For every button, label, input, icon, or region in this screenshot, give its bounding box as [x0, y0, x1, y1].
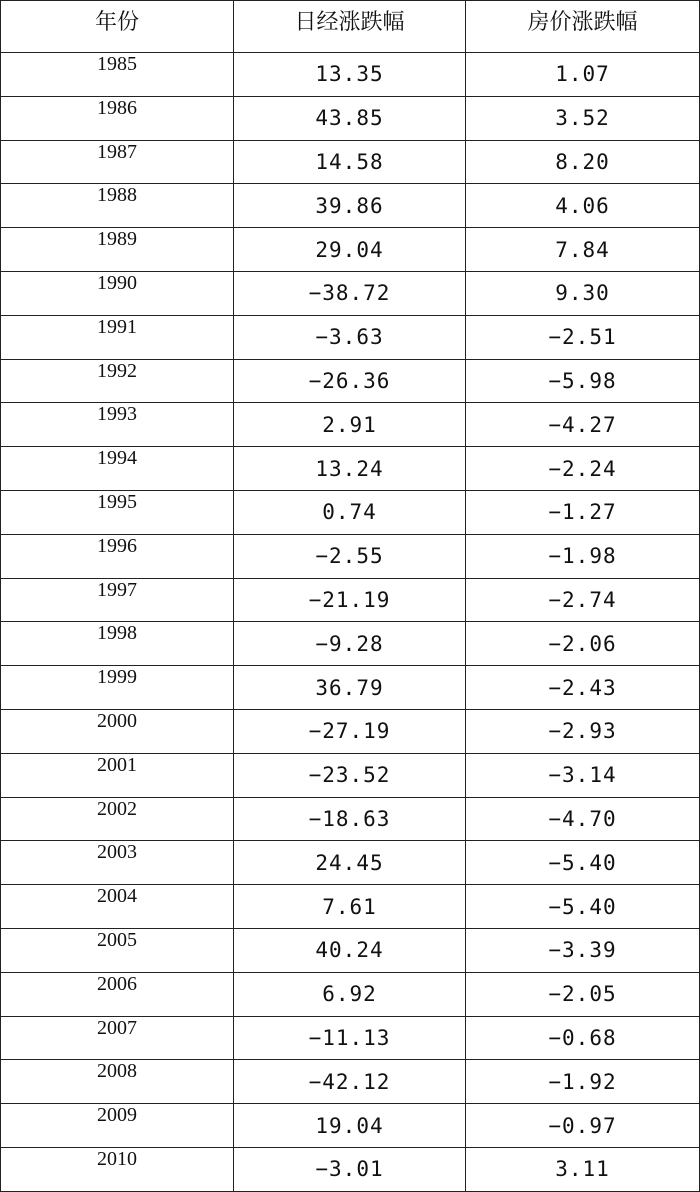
table-row — [1, 1060, 700, 1104]
nikkei-change-cell: 24.45 — [234, 841, 466, 885]
table-row — [1, 271, 700, 315]
housing-change-cell: −2.24 — [466, 447, 700, 491]
table-row — [1, 140, 700, 184]
table-row — [1, 315, 700, 359]
nikkei-change-cell: −3.01 — [234, 1147, 466, 1191]
table-header — [1, 1, 700, 53]
nikkei-change-cell: 43.85 — [234, 96, 466, 140]
housing-change-cell: 4.06 — [466, 184, 700, 228]
housing-change-cell: 7.84 — [466, 228, 700, 272]
year-cell: 1995 — [1, 490, 234, 534]
housing-change-cell: −0.97 — [466, 1104, 700, 1148]
header-row — [1, 1, 700, 53]
year-cell: 2009 — [1, 1104, 234, 1148]
year-cell: 2001 — [1, 753, 234, 797]
year-cell: 2004 — [1, 885, 234, 929]
header-housing-change: 房价涨跌幅 — [466, 1, 700, 53]
table-row — [1, 534, 700, 578]
housing-change-cell: −2.05 — [466, 972, 700, 1016]
year-cell: 1993 — [1, 403, 234, 447]
housing-change-cell: 1.07 — [466, 53, 700, 97]
table-row — [1, 753, 700, 797]
nikkei-change-cell: −38.72 — [234, 271, 466, 315]
header-nikkei-change: 日经涨跌幅 — [234, 1, 466, 53]
year-cell: 1988 — [1, 184, 234, 228]
year-cell: 2005 — [1, 928, 234, 972]
year-cell: 2002 — [1, 797, 234, 841]
year-cell: 1997 — [1, 578, 234, 622]
nikkei-change-cell: −3.63 — [234, 315, 466, 359]
table-row — [1, 96, 700, 140]
year-cell: 2008 — [1, 1060, 234, 1104]
nikkei-change-cell: 2.91 — [234, 403, 466, 447]
header-year: 年份 — [1, 1, 234, 53]
housing-change-cell: −2.74 — [466, 578, 700, 622]
nikkei-change-cell: −42.12 — [234, 1060, 466, 1104]
year-cell: 1991 — [1, 315, 234, 359]
year-cell: 2000 — [1, 709, 234, 753]
table-row — [1, 1147, 700, 1191]
housing-change-cell: −2.93 — [466, 709, 700, 753]
housing-change-cell: 8.20 — [466, 140, 700, 184]
nikkei-change-cell: −2.55 — [234, 534, 466, 578]
year-cell: 2010 — [1, 1147, 234, 1191]
housing-change-cell: −5.40 — [466, 841, 700, 885]
year-cell: 1989 — [1, 228, 234, 272]
year-cell: 1992 — [1, 359, 234, 403]
housing-change-cell: −4.27 — [466, 403, 700, 447]
nikkei-change-cell: −11.13 — [234, 1016, 466, 1060]
nikkei-change-cell: 7.61 — [234, 885, 466, 929]
table-row — [1, 709, 700, 753]
table-row — [1, 447, 700, 491]
nikkei-change-cell: 14.58 — [234, 140, 466, 184]
housing-change-cell: −1.27 — [466, 490, 700, 534]
table-row — [1, 403, 700, 447]
nikkei-change-cell: −18.63 — [234, 797, 466, 841]
year-cell: 1999 — [1, 666, 234, 710]
housing-change-cell: 9.30 — [466, 271, 700, 315]
housing-change-cell: −1.98 — [466, 534, 700, 578]
year-cell: 1986 — [1, 96, 234, 140]
housing-change-cell: −3.14 — [466, 753, 700, 797]
table-row — [1, 841, 700, 885]
housing-change-cell: −2.51 — [466, 315, 700, 359]
table-row — [1, 1104, 700, 1148]
table-row — [1, 972, 700, 1016]
housing-change-cell: −5.40 — [466, 885, 700, 929]
table-row — [1, 228, 700, 272]
nikkei-change-cell: 0.74 — [234, 490, 466, 534]
table-row — [1, 1016, 700, 1060]
housing-change-cell: 3.11 — [466, 1147, 700, 1191]
housing-change-cell: −4.70 — [466, 797, 700, 841]
year-cell: 1996 — [1, 534, 234, 578]
year-cell: 2007 — [1, 1016, 234, 1060]
table-row — [1, 797, 700, 841]
nikkei-change-cell: 6.92 — [234, 972, 466, 1016]
housing-change-cell: −3.39 — [466, 928, 700, 972]
table-row — [1, 578, 700, 622]
table-row — [1, 490, 700, 534]
nikkei-change-cell: 40.24 — [234, 928, 466, 972]
housing-change-cell: −2.06 — [466, 622, 700, 666]
table-row — [1, 885, 700, 929]
table-row — [1, 666, 700, 710]
nikkei-change-cell: −9.28 — [234, 622, 466, 666]
table-row — [1, 359, 700, 403]
housing-change-cell: 3.52 — [466, 96, 700, 140]
nikkei-change-cell: −23.52 — [234, 753, 466, 797]
year-cell: 2003 — [1, 841, 234, 885]
nikkei-change-cell: −26.36 — [234, 359, 466, 403]
year-cell: 1998 — [1, 622, 234, 666]
nikkei-change-cell: −27.19 — [234, 709, 466, 753]
nikkei-change-cell: −21.19 — [234, 578, 466, 622]
nikkei-change-cell: 13.24 — [234, 447, 466, 491]
nikkei-change-cell: 29.04 — [234, 228, 466, 272]
housing-change-cell: −0.68 — [466, 1016, 700, 1060]
housing-change-cell: −5.98 — [466, 359, 700, 403]
housing-change-cell: −2.43 — [466, 666, 700, 710]
nikkei-change-cell: 36.79 — [234, 666, 466, 710]
nikkei-change-cell: 19.04 — [234, 1104, 466, 1148]
table-row — [1, 622, 700, 666]
nikkei-change-cell: 13.35 — [234, 53, 466, 97]
table-row — [1, 184, 700, 228]
housing-change-cell: −1.92 — [466, 1060, 700, 1104]
year-cell: 1987 — [1, 140, 234, 184]
year-cell: 1985 — [1, 53, 234, 97]
year-cell: 1994 — [1, 447, 234, 491]
year-cell: 2006 — [1, 972, 234, 1016]
nikkei-change-cell: 39.86 — [234, 184, 466, 228]
table-body — [1, 53, 700, 1192]
table-row — [1, 53, 700, 97]
table-row — [1, 928, 700, 972]
year-cell: 1990 — [1, 271, 234, 315]
